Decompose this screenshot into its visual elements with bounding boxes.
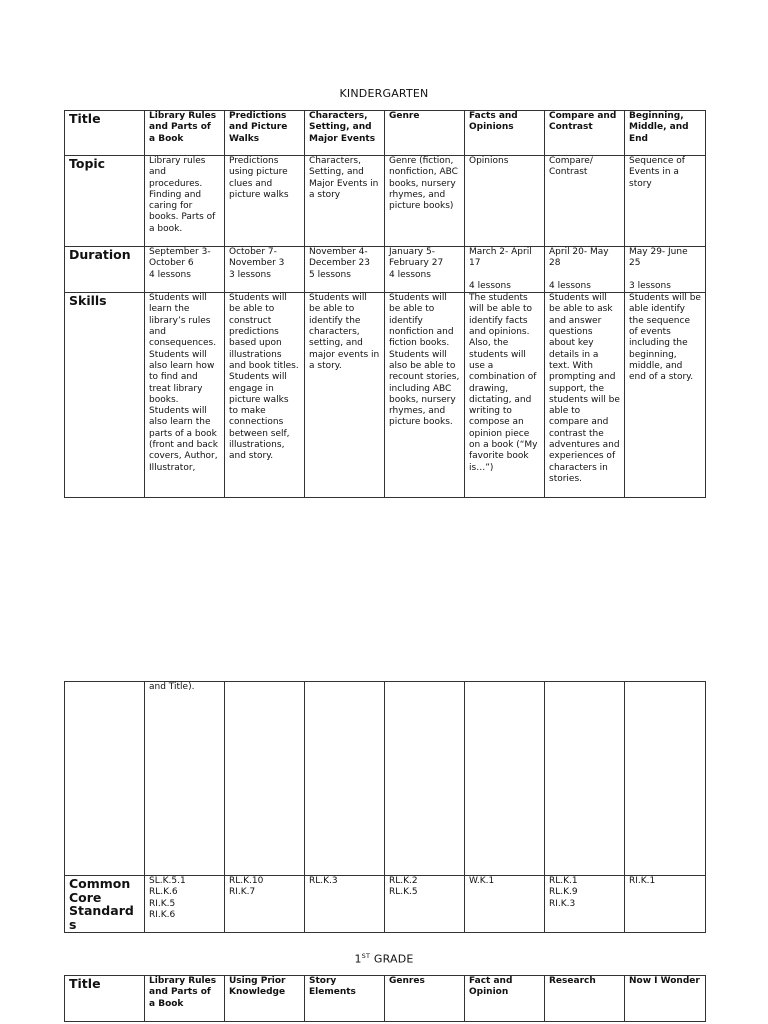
topic-cell: Characters, Setting, and Major Events in a story — [305, 156, 385, 247]
unit-title: Predictions and Picture Walks — [225, 111, 305, 156]
row-label-skills: Skills — [65, 293, 145, 498]
title-row — [65, 976, 706, 1022]
skills-cell — [385, 682, 465, 876]
topic-cell: Predictions using picture clues and picture walks — [225, 156, 305, 247]
skills-cell: Students will learn the library’s rules and consequences. Students will also learn how to find and treat library books. Students will also learn the parts of a book (front and back covers, Author, Illustrator, — [145, 293, 225, 498]
duration-cell: October 7- November 3 3 lessons — [225, 247, 305, 293]
topic-cell: Compare/ Contrast — [545, 156, 625, 247]
first-grade-table — [64, 975, 706, 1022]
unit-title: Characters, Setting, and Major Events — [305, 111, 385, 156]
unit-title: Research — [545, 976, 625, 1022]
standards-cell: RL.K.2 RL.K.5 — [385, 876, 465, 933]
grade-word: GRADE — [373, 952, 414, 966]
standards-row — [65, 876, 706, 933]
skills-cell: Students will be able to identify the characters, setting, and major events in a story. — [305, 293, 385, 498]
topic-cell: Genre (fiction, nonfiction, ABC books, nursery rhymes, and picture books) — [385, 156, 465, 247]
skills-cell: The students will be able to identify facts and opinions. Also, the students will use a combination of drawing, dictating, and writing to compose an opinion piece on a book (“My favorite book is…”) — [465, 293, 545, 498]
skills-cell: Students will be able to construct predictions based upon illustrations and book titles. Students will engage in picture walks to make connections between self, illustrations, and story. — [225, 293, 305, 498]
duration-cell: September 3- October 6 4 lessons — [145, 247, 225, 293]
duration-cell: November 4- December 23 5 lessons — [305, 247, 385, 293]
skills-cell: Students will be able to identify nonfiction and fiction books. Students will also be able to recount stories, including ABC books, nursery rhymes, and picture books. — [385, 293, 465, 498]
unit-title: Using Prior Knowledge — [225, 976, 305, 1022]
unit-title: Genre — [385, 111, 465, 156]
unit-title: Story Elements — [305, 976, 385, 1022]
row-label-title: Title — [65, 976, 145, 1022]
standards-cell: RI.K.1 — [625, 876, 706, 933]
unit-title: Now I Wonder — [625, 976, 706, 1022]
duration-row — [65, 247, 706, 293]
topic-row — [65, 156, 706, 247]
skills-continued-row — [65, 682, 706, 876]
first-grade-heading — [0, 952, 768, 966]
topic-cell: Library rules and procedures. Finding and caring for books. Parts of a book. — [145, 156, 225, 247]
duration-cell: January 5- February 27 4 lessons — [385, 247, 465, 293]
row-label-empty — [65, 682, 145, 876]
topic-cell: Opinions — [465, 156, 545, 247]
row-label-duration: Duration — [65, 247, 145, 293]
unit-title: Beginning, Middle, and End — [625, 111, 706, 156]
unit-title: Facts and Opinions — [465, 111, 545, 156]
unit-title: Library Rules and Parts of a Book — [145, 976, 225, 1022]
skills-cell — [225, 682, 305, 876]
standards-cell: RL.K.3 — [305, 876, 385, 933]
row-label-standards: Common Core Standards — [65, 876, 145, 933]
kindergarten-table — [64, 110, 706, 498]
skills-cell: and Title). — [145, 682, 225, 876]
grade-ordinal-suffix: ST — [361, 952, 371, 960]
unit-title: Fact and Opinion — [465, 976, 545, 1022]
kindergarten-table-continued — [64, 681, 706, 933]
standards-cell: RL.K.10 RI.K.7 — [225, 876, 305, 933]
skills-cell — [465, 682, 545, 876]
grade-number: 1 — [354, 952, 362, 966]
topic-cell: Sequence of Events in a story — [625, 156, 706, 247]
standards-cell: SL.K.5.1 RL.K.6 RI.K.5 RI.K.6 — [145, 876, 225, 933]
duration-cell: April 20- May 28 4 lessons — [545, 247, 625, 293]
duration-cell: May 29- June 25 3 lessons — [625, 247, 706, 293]
unit-title: Genres — [385, 976, 465, 1022]
skills-cell — [545, 682, 625, 876]
skills-cell: Students will be able to ask and answer questions about key details in a text. With prompting and support, the students will be able to compare and contrast the adventures and experiences of characters in stories. — [545, 293, 625, 498]
standards-cell: RL.K.1 RL.K.9 RI.K.3 — [545, 876, 625, 933]
skills-cell — [625, 682, 706, 876]
skills-cell: Students will be able identify the sequence of events including the beginning, middle, and end of a story. — [625, 293, 706, 498]
skills-cell — [305, 682, 385, 876]
kindergarten-heading: KINDERGARTEN — [339, 87, 429, 100]
unit-title: Compare and Contrast — [545, 111, 625, 156]
unit-title: Library Rules and Parts of a Book — [145, 111, 225, 156]
title-row — [65, 111, 706, 156]
duration-cell: March 2- April 17 4 lessons — [465, 247, 545, 293]
standards-cell: W.K.1 — [465, 876, 545, 933]
skills-row — [65, 293, 706, 498]
row-label-title: Title — [65, 111, 145, 156]
row-label-topic: Topic — [65, 156, 145, 247]
